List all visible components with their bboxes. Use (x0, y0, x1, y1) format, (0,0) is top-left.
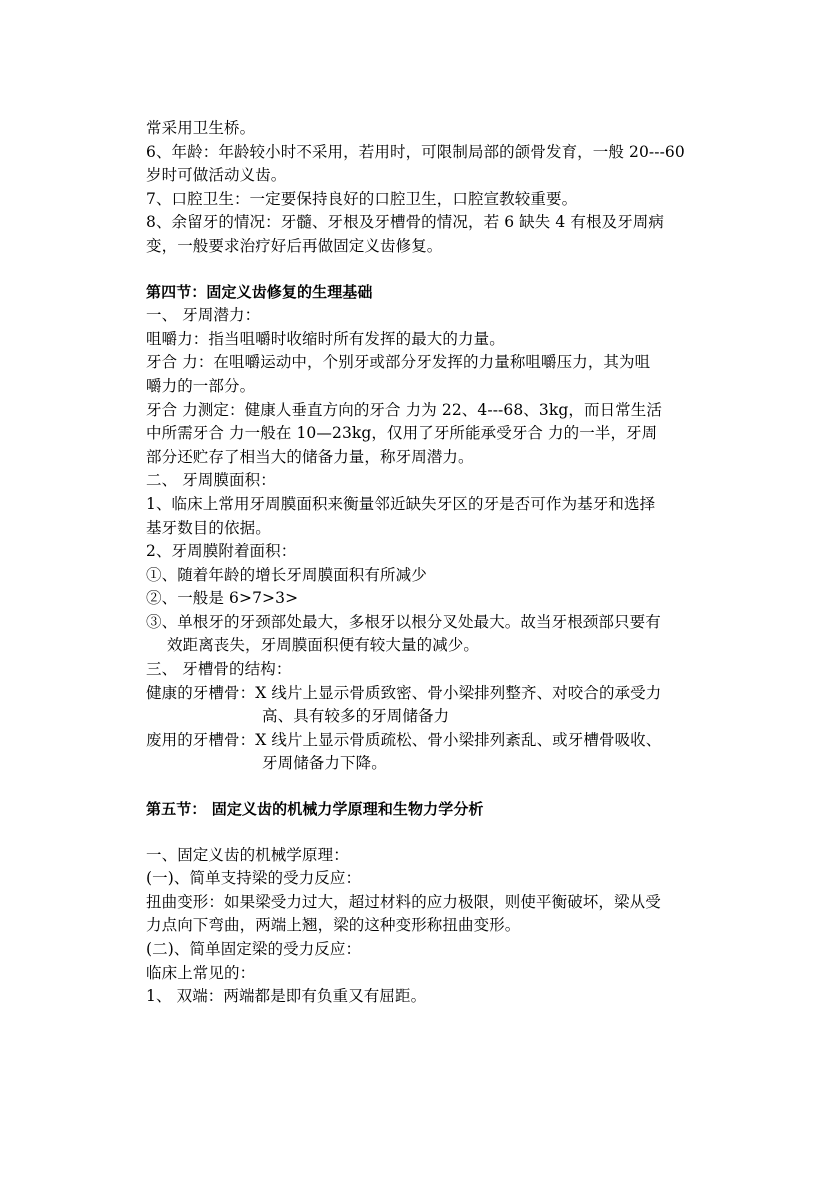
text-line: 6、年龄：年龄较小时不采用，若用时，可限制局部的颌骨发育，一般 20---60 (146, 142, 685, 161)
list-item: ①、随着年龄的增长牙周膜面积有所减少 (146, 565, 427, 584)
document-page (146, 117, 696, 1009)
subsection-heading: 一、固定义齿的机械学原理： (146, 845, 349, 864)
text-line: 1、临床上常用牙周膜面积来衡量邻近缺失牙区的牙是否可作为基牙和选择 (146, 494, 656, 513)
spacer (146, 776, 696, 798)
text-line: 岁时可做活动义齿。 (146, 166, 287, 185)
section-heading: 第四节：固定义齿修复的生理基础 (146, 282, 373, 301)
text-line: 常采用卫生桥。 (146, 119, 256, 137)
text-line: 力点向下弯曲，两端上翘，梁的这种变形称扭曲变形。 (146, 916, 521, 935)
text-line: 嚼力的一部分。 (146, 376, 256, 395)
text-line: (二)、简单固定梁的受力反应： (146, 940, 362, 958)
text-line: 临床上常见的： (146, 963, 256, 982)
text-line: 牙合 力测定：健康人垂直方向的牙合 力为 22、4---68、3kg，而日常生活 (146, 400, 662, 419)
text-line: 咀嚼力：指当咀嚼时收缩时所有发挥的最大的力量。 (146, 329, 505, 348)
text-line: 基牙数目的依据。 (146, 518, 271, 537)
text-line: 部分还贮存了相当大的储备力量，称牙周潜力。 (146, 447, 474, 466)
subsection-heading: 一、 牙周潜力： (146, 306, 261, 325)
text-line: 牙合 力：在咀嚼运动中，个别牙或部分牙发挥的力量称咀嚼压力，其为咀 (146, 353, 651, 372)
list-item-continuation: 效距离丧失，牙周膜面积便有较大量的减少。 (167, 636, 480, 655)
text-line: 废用的牙槽骨：X 线片上显示骨质疏松、骨小梁排列紊乱、或牙槽骨吸收、 (146, 730, 662, 749)
text-line: 2、牙周膜附着面积： (146, 542, 297, 561)
subsection-heading: 二、 牙周膜面积： (146, 471, 276, 490)
spacer (146, 822, 696, 844)
text-line: 8、余留牙的情况：牙髓、牙根及牙槽骨的情况，若 6 缺失 4 有根及牙周病 (146, 213, 664, 232)
text-line: (一)、简单支持梁的受力反应： (146, 869, 362, 888)
list-item: ②、一般是 6>7>3> (146, 589, 299, 608)
text-line-continuation: 牙周储备力下降。 (262, 754, 387, 773)
section-heading: 第五节： 固定义齿的机械力学原理和生物力学分析 (146, 800, 484, 819)
text-line: 中所需牙合 力一般在 10—23kg，仅用了牙所能承受牙合 力的一半，牙周 (146, 424, 658, 443)
text-line: 7、口腔卫生：一定要保持良好的口腔卫生，口腔宣教较重要。 (146, 189, 578, 208)
list-item: ③、单根牙的牙颈部处最大，多根牙以根分叉处最大。故当牙根颈部只要有 (146, 612, 661, 631)
text-line-continuation: 高、具有较多的牙周储备力 (262, 707, 450, 726)
list-item: 1、 双端：两端都是即有负重又有屈距。 (146, 987, 427, 1006)
spacer (146, 259, 696, 281)
subsection-heading: 三、 牙槽骨的结构： (146, 660, 292, 679)
text-line: 健康的牙槽骨：X 线片上显示骨质致密、骨小梁排列整齐、对咬合的承受力 (146, 683, 662, 702)
text-line: 扭曲变形：如果梁受力过大，超过材料的应力极限，则使平衡破坏，梁从受 (146, 892, 661, 911)
text-line: 变，一般要求治疗好后再做固定义齿修复。 (146, 236, 443, 255)
